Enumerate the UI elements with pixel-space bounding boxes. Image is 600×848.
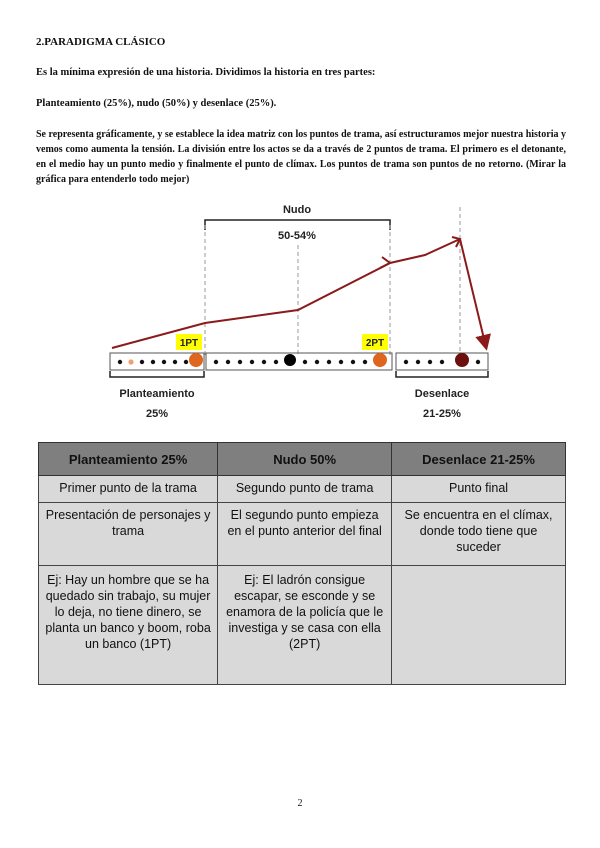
table-cell: Ej: El ladrón consigue escapar, se esconde y se enamora de la policía que le investiga y se casa con ella (2PT) xyxy=(218,566,392,685)
planteamiento-percentage: 25% xyxy=(145,408,169,420)
tension-arrow-mid xyxy=(380,257,390,268)
table-row xyxy=(39,476,566,503)
desenlace-percentage: 21-25% xyxy=(423,408,461,420)
climax-dot xyxy=(455,353,469,367)
plot-structure-diagram xyxy=(100,195,500,425)
table-cell xyxy=(392,566,566,685)
table-cell: El segundo punto empieza en el punto anterior del final xyxy=(218,503,392,566)
midpoint-dot xyxy=(284,354,296,366)
page-number: 2 xyxy=(297,798,303,809)
table-row xyxy=(39,503,566,566)
table-cell: Segundo punto de trama xyxy=(218,476,392,503)
table-cell: Ej: Hay un hombre que se ha quedado sin trabajo, su mujer lo deja, no tiene dinero, se planta un banco y boom, roba un banco (1PT) xyxy=(39,566,218,685)
climax-drop-arrow xyxy=(460,239,485,343)
pt2-label: 2PT xyxy=(365,338,385,349)
header-planteamiento: Planteamiento 25% xyxy=(39,443,218,476)
nudo-label: Nudo xyxy=(282,204,312,216)
nudo-bracket xyxy=(205,220,390,230)
light-orange-dot xyxy=(128,359,133,364)
pt2-dot xyxy=(373,353,387,367)
acts-table xyxy=(38,442,566,685)
desenlace-bracket xyxy=(396,371,488,377)
timeline-dots xyxy=(118,353,480,367)
parts-paragraph: Planteamiento (25%), nudo (50%) y desenlace (25%). xyxy=(36,98,277,109)
desenlace-label: Desenlace xyxy=(414,388,470,400)
table-row xyxy=(39,566,566,685)
pt1-dot xyxy=(189,353,203,367)
nudo-percentage: 50-54% xyxy=(278,230,316,242)
section-heading: 2.PARADIGMA CLÁSICO xyxy=(36,36,166,48)
table-cell: Se encuentra en el clímax, donde todo tiene que suceder xyxy=(392,503,566,566)
planteamiento-label: Planteamiento xyxy=(119,388,195,400)
pt1-label: 1PT xyxy=(179,338,199,349)
table-header-row xyxy=(39,443,566,476)
header-desenlace: Desenlace 21-25% xyxy=(392,443,566,476)
header-nudo: Nudo 50% xyxy=(218,443,392,476)
table-cell: Punto final xyxy=(392,476,566,503)
description-paragraph: Se representa gráficamente, y se establece la idea matriz con los puntos de trama, así estructuramos mejor nuestra historia y vemos como aumenta la tensión. La división entre los actos se da a través de 2 puntos de trama. El primero es el detonante, en el medio hay un punto medio y finalmente el punto de clímax. Los puntos de trama son puntos de no retorno. (Mirar la gráfica para entenderlo todo mejor) xyxy=(36,129,566,185)
intro-paragraph: Es la mínima expresión de una historia. Dividimos la historia en tres partes: xyxy=(36,67,376,78)
planteamiento-bracket xyxy=(110,371,204,377)
tension-line xyxy=(112,239,460,348)
table-cell: Presentación de personajes y trama xyxy=(39,503,218,566)
table-cell: Primer punto de la trama xyxy=(39,476,218,503)
dashed-guides xyxy=(205,207,460,355)
